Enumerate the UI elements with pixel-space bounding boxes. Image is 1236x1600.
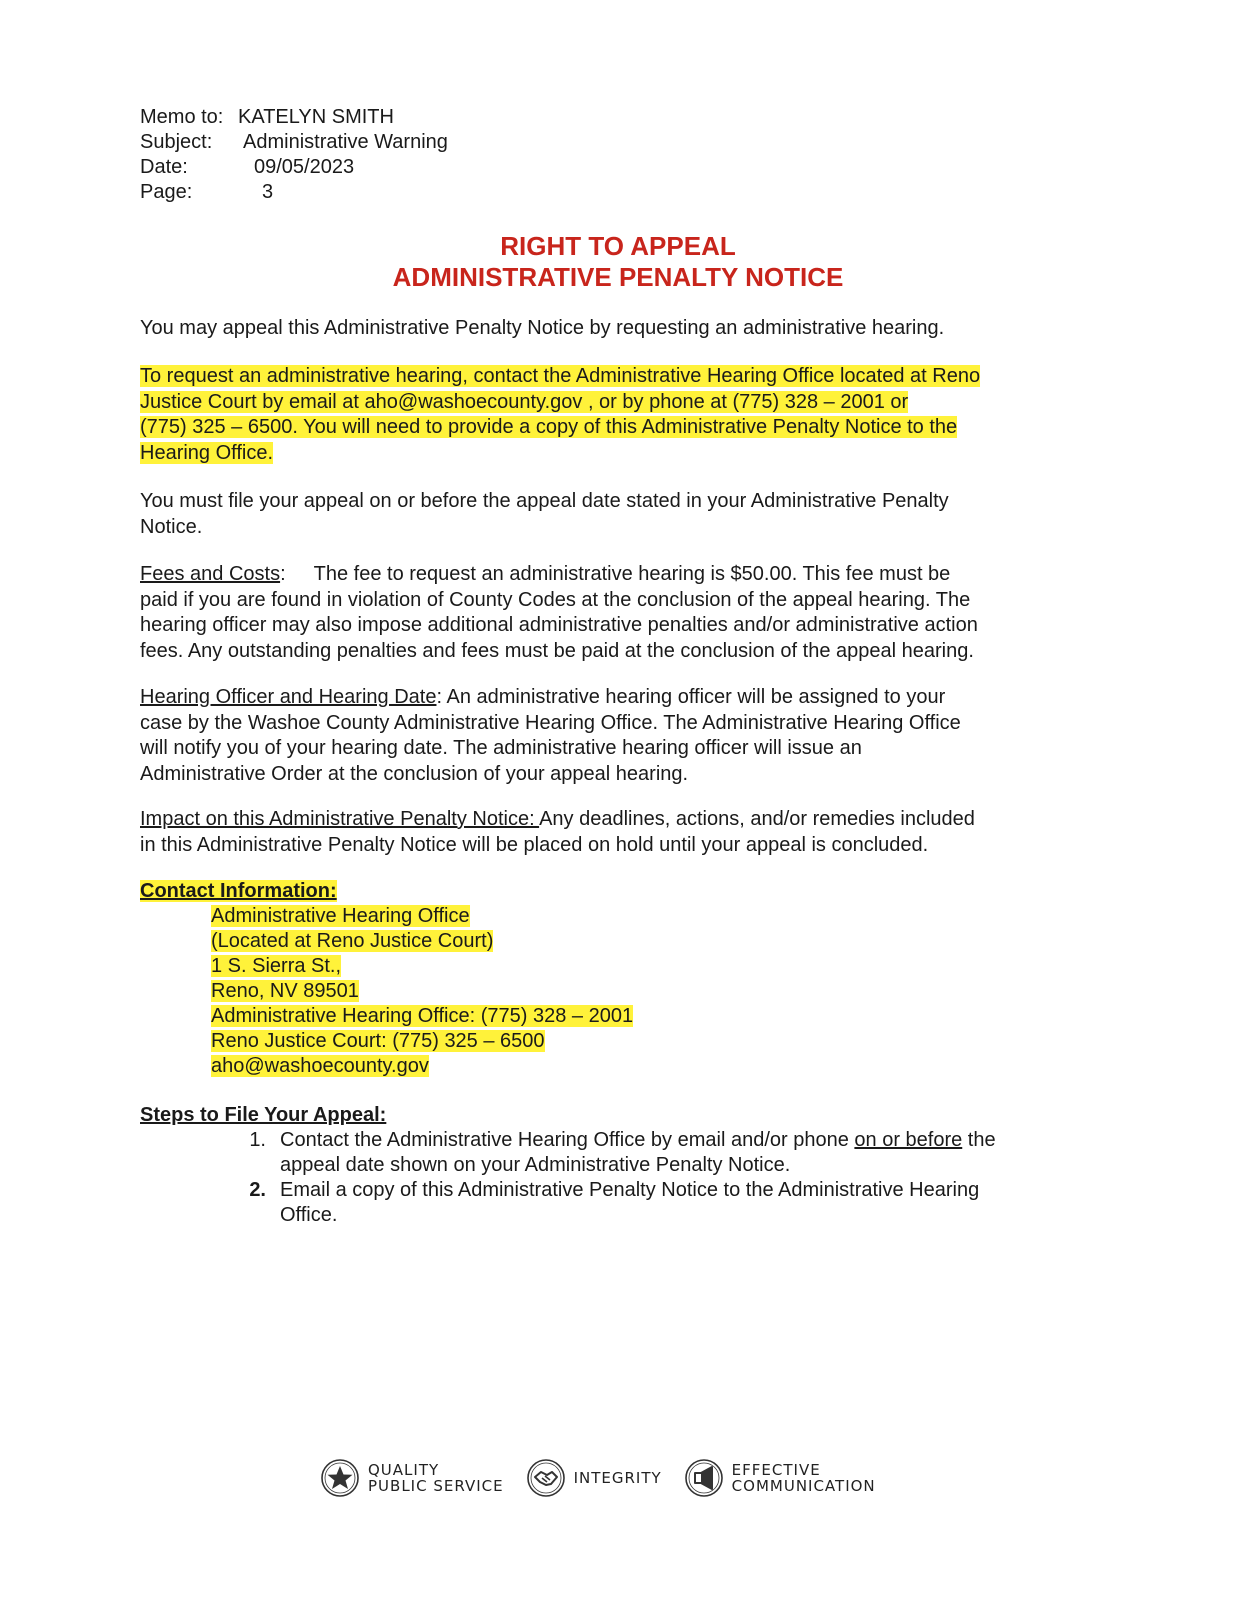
memo-date-label: Date: [140,156,188,178]
contact-information [140,879,633,1079]
hearing-heading: Hearing Officer and Hearing Date [140,686,437,708]
fees-line-2: paid if you are found in violation of County Codes at the conclusion of the appeal hearing. The [140,588,971,611]
contact-heading: Contact Information: [140,880,337,902]
footer-value-communication [684,1458,876,1498]
request-line-2: Justice Court by email at aho@washoecounty.gov , or by phone at (775) 328 – 2001 or [140,390,909,413]
memo-page-label: Page: [140,181,193,203]
steps-heading: Steps to File Your Appeal: [140,1104,387,1126]
impact-paragraph [140,807,1080,858]
request-line-3: (775) 325 – 6500. You will need to provide a copy of this Administrative Penalty Notice to the [140,416,958,438]
document-title [0,231,1236,293]
memo-subject-value: Administrative Warning [243,131,448,153]
step-1-post: the [962,1129,996,1151]
appeal-steps [140,1103,1080,1228]
star-icon [320,1458,360,1498]
memo-to-label: Memo to: [140,106,224,128]
memo-to-value: KATELYN SMITH [238,106,394,128]
footer-value-integrity [526,1458,662,1498]
step-1-line-2: appeal date shown on your Administrative Penalty Notice. [280,1154,791,1176]
list-item [140,1128,1080,1178]
contact-office-phone: Administrative Hearing Office: (775) 328 – 2001 [211,1005,634,1027]
deadline-paragraph [140,489,1080,540]
footer-label-line-2: COMMUNICATION [731,1477,876,1495]
footer-label-line-1: QUALITY [368,1461,440,1479]
title-line-1: RIGHT TO APPEAL [500,231,736,261]
step-number: 1. [249,1129,266,1151]
hearing-line-4: Administrative Order at the conclusion of your appeal hearing. [140,762,689,785]
memo-to-row [140,105,448,130]
memo-page-value: 3 [262,181,274,203]
hearing-paragraph [140,685,1080,787]
list-item [140,1178,1080,1228]
contact-lines [211,904,633,1079]
memo-date-value: 09/05/2023 [254,156,355,178]
step-1-pre: Contact the Administrative Hearing Office by email and/or phone [280,1129,855,1151]
footer-label [368,1462,504,1494]
impact-heading: Impact on this Administrative Penalty Notice: [140,808,540,830]
hearing-line-2: case by the Washoe County Administrative Hearing Office. The Administrative Hearing Office [140,711,961,734]
footer-label-line-1: INTEGRITY [573,1469,662,1487]
memo-date-row [140,155,448,180]
impact-line-1: Any deadlines, actions, and/or remedies included [539,808,975,830]
contact-location: (Located at Reno Justice Court) [211,930,494,952]
request-paragraph [140,364,1080,466]
contact-street: 1 S. Sierra St., [211,955,342,977]
step-text [280,1178,1080,1228]
megaphone-icon [684,1458,724,1498]
step-text [280,1128,1080,1178]
fees-line-3: hearing officer may also impose additional administrative penalties and/or administrative action [140,614,978,636]
hearing-line-3: will notify you of your hearing date. The administrative hearing officer will issue an [140,737,862,759]
intro-paragraph: You may appeal this Administrative Penalty Notice by requesting an administrative hearing. [140,317,945,339]
footer-label-line-1: EFFECTIVE [731,1461,821,1479]
memo-page-row [140,180,448,205]
handshake-icon [526,1458,566,1498]
step-2-line-1: Email a copy of this Administrative Penalty Notice to the Administrative Hearing [280,1179,980,1201]
fees-line-1: The fee to request an administrative hearing is $50.00. This fee must be [313,563,951,585]
fees-colon: : [280,563,286,585]
impact-line-2: in this Administrative Penalty Notice will be placed on hold until your appeal is concluded. [140,833,929,856]
memo-subject-label: Subject: [140,131,213,153]
fees-line-4: fees. Any outstanding penalties and fees must be paid at the conclusion of the appeal hearing. [140,639,974,662]
deadline-line-2: Notice. [140,515,203,538]
step-number: 2. [249,1179,266,1201]
fees-heading: Fees and Costs [140,563,281,585]
contact-city: Reno, NV 89501 [211,980,359,1002]
request-line-1: To request an administrative hearing, contact the Administrative Hearing Office located at Reno [140,365,981,387]
contact-court-phone: Reno Justice Court: (775) 325 – 6500 [211,1030,545,1052]
deadline-line-1: You must file your appeal on or before the appeal date stated in your Administrative Penalty [140,490,949,512]
step-2-line-2: Office. [280,1204,338,1226]
contact-office-name: Administrative Hearing Office [211,905,470,927]
request-line-4: Hearing Office. [140,441,274,464]
footer-label [732,1462,876,1494]
footer-label [574,1470,662,1486]
memo-header [140,105,448,205]
memo-subject-row [140,130,448,155]
step-1-emphasis: on or before [854,1129,963,1151]
title-line-2: ADMINISTRATIVE PENALTY NOTICE [392,262,844,292]
hearing-line-1: : An administrative hearing officer will be assigned to your [436,686,946,708]
fees-paragraph [140,562,1080,664]
footer-values [320,1456,898,1500]
contact-email: aho@washoecounty.gov [211,1055,429,1077]
footer-value-quality [320,1458,504,1498]
footer-label-line-2: PUBLIC SERVICE [368,1477,504,1495]
